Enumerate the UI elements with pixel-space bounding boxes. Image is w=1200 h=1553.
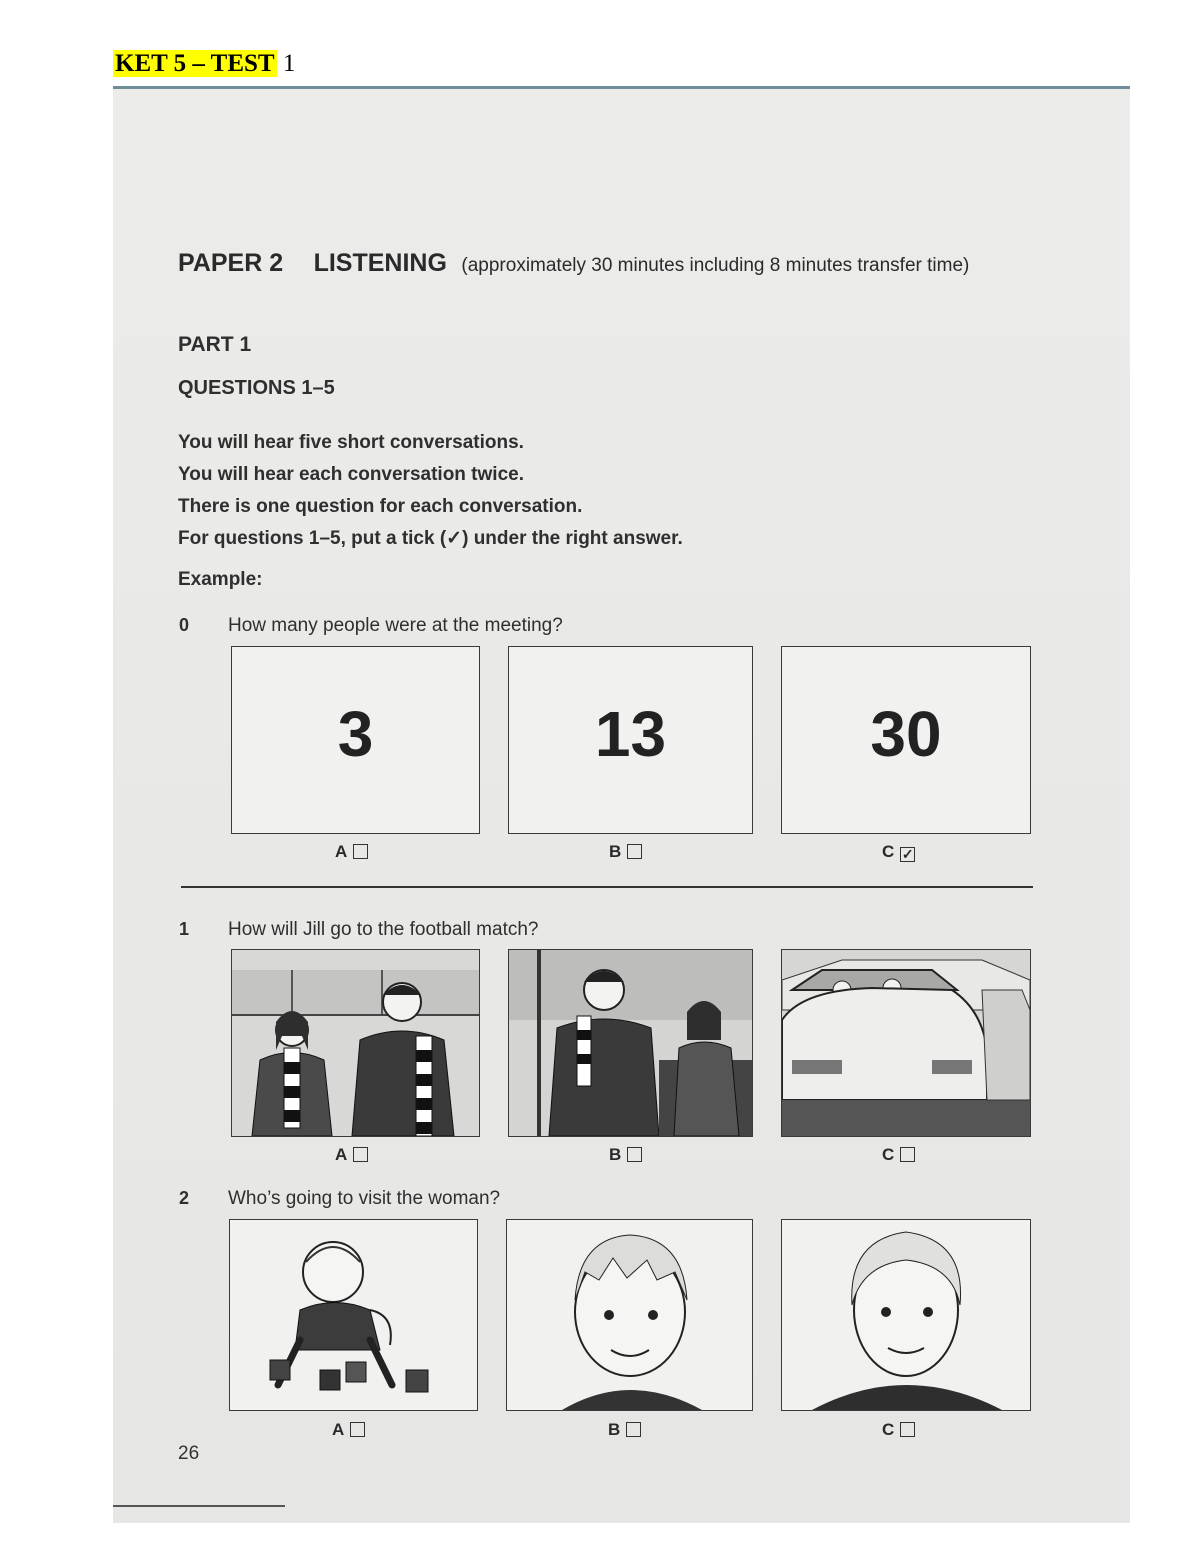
option-value: 30 [870,698,942,770]
option-value: 3 [337,698,374,770]
paper-title: LISTENING [313,249,447,277]
question-text: Who’s going to visit the woman? [228,1188,501,1209]
option-box [231,646,480,834]
option-label [335,842,368,862]
option-box [781,646,1031,834]
option-label [882,1420,915,1440]
instruction-line: You will hear five short conversations. [178,432,524,453]
option-letter: B [609,842,622,861]
question-number: 2 [179,1188,190,1208]
option-label [609,842,642,862]
option-label [882,842,915,862]
checkbox[interactable] [353,1147,368,1162]
instruction-line: You will hear each conversation twice. [178,464,524,485]
checkbox[interactable] [353,844,368,859]
boy-illustration [507,1220,752,1410]
example-label: Example: [178,569,263,590]
option-label [608,1420,641,1440]
checkbox[interactable] [900,1422,915,1437]
title-highlight: KET 5 – TEST [115,50,275,77]
title-number: 1 [282,50,296,77]
checkbox[interactable] [626,1422,641,1437]
picture-baby [229,1219,478,1411]
section-divider [181,886,1033,888]
option-letter: B [609,1145,622,1164]
option-letter: C [882,1145,895,1164]
option-label [332,1420,365,1440]
picture-car [781,949,1031,1137]
scanned-page-photo [113,86,1130,1523]
instruction-line: There is one question for each conversation. [178,496,583,517]
picture-boy [506,1219,753,1411]
option-letter: A [335,842,348,861]
baby-illustration [230,1220,477,1410]
option-letter: C [882,842,895,861]
instruction-line: For questions 1–5, put a tick (✓) under the right answer. [178,528,683,549]
option-label [335,1145,368,1165]
walking-illustration [232,950,479,1136]
question-text: How will Jill go to the football match? [228,919,539,940]
option-letter: B [608,1420,621,1439]
option-label [609,1145,642,1165]
part-heading: PART 1 [178,333,252,356]
option-value: 13 [594,698,667,770]
checkbox[interactable] [350,1422,365,1437]
option-box [508,646,753,834]
checkbox[interactable] [900,1147,915,1162]
option-letter: A [332,1420,345,1439]
question-number: 1 [179,919,190,939]
questions-heading: QUESTIONS 1–5 [178,377,335,399]
man-illustration [782,1220,1030,1410]
option-letter: C [882,1420,895,1439]
paper-label: PAPER 2 [178,249,284,277]
paper-heading [178,249,969,278]
checkbox[interactable] [627,844,642,859]
option-label [882,1145,915,1165]
option-letter: A [335,1145,348,1164]
checkbox[interactable] [627,1147,642,1162]
document-title [113,50,295,78]
car-illustration [782,950,1030,1136]
question-text: How many people were at the meeting? [228,615,563,636]
bus-illustration [509,950,752,1136]
picture-walking [231,949,480,1137]
page-number: 26 [178,1443,200,1464]
checkbox-ticked[interactable]: ✓ [901,846,914,862]
picture-man [781,1219,1031,1411]
paper-duration: (approximately 30 minutes including 8 minutes transfer time) [461,255,970,276]
instructions [178,427,683,555]
footer-line [113,1505,285,1507]
picture-bus [508,949,753,1137]
question-number: 0 [179,615,190,635]
